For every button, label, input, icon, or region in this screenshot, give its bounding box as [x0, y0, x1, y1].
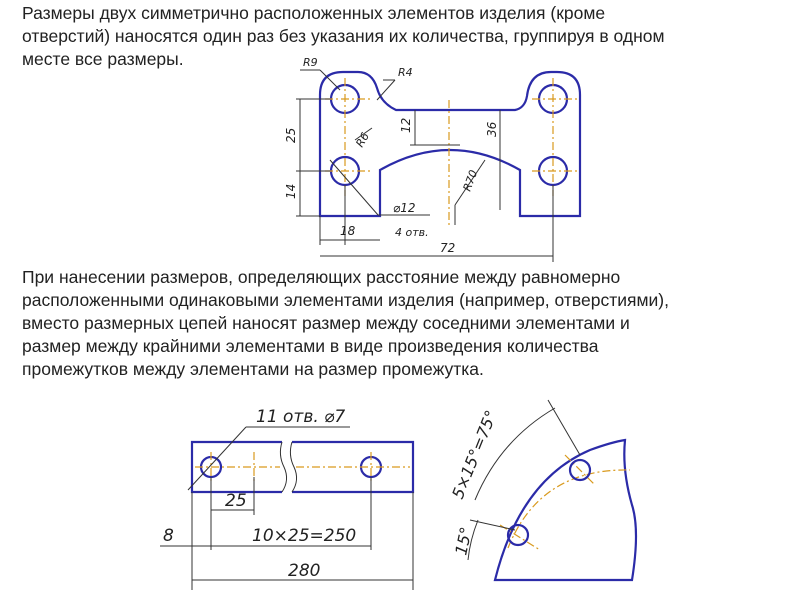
label-total-280: 280	[288, 561, 321, 581]
drawing-bracket	[284, 56, 580, 262]
label-25: 25	[284, 127, 298, 143]
label-12: 12	[399, 117, 413, 133]
label-72: 72	[440, 241, 456, 255]
label-angle-15: 15°	[451, 525, 476, 557]
drawing-sector	[448, 400, 636, 580]
label-hole-diameter: ⌀12	[393, 201, 416, 215]
strip-outline-left	[192, 442, 282, 492]
label-hole-count: 4 отв.	[395, 226, 429, 239]
label-chain-250: 10×25=250	[252, 526, 357, 546]
sector-outline	[495, 440, 636, 580]
label-offset-8: 8	[163, 526, 174, 546]
label-r6: R6	[353, 130, 372, 150]
paragraph-uniform-spacing: При нанесении размеров, определяющих расстояние между равномерно расположенными одинаковыми элементами изделия (например, отверстиями), вместо размерных цепей наносят размер между соседними элементами и размер между крайними элементами в виде произведения количества промежутков между элементами на размер промежутка.	[22, 267, 669, 379]
label-holes-note: 11 отв. ⌀7	[256, 407, 346, 427]
label-14: 14	[284, 183, 298, 199]
label-angle-chain: 5×15°=75°	[448, 407, 501, 502]
label-r70: R70	[460, 168, 481, 194]
label-36: 36	[485, 121, 499, 137]
drawing-strip	[160, 407, 413, 590]
paragraph-symmetric-dimensions: Размеры двух симметрично расположенных элементов изделия (кроме отверстий) наносятся один раз без указания их количества, группируя в одном месте все размеры.	[22, 3, 665, 69]
label-r4: R4	[398, 66, 413, 79]
label-pitch-25: 25	[225, 491, 247, 511]
label-r9: R9	[303, 56, 318, 69]
label-18: 18	[340, 224, 356, 238]
